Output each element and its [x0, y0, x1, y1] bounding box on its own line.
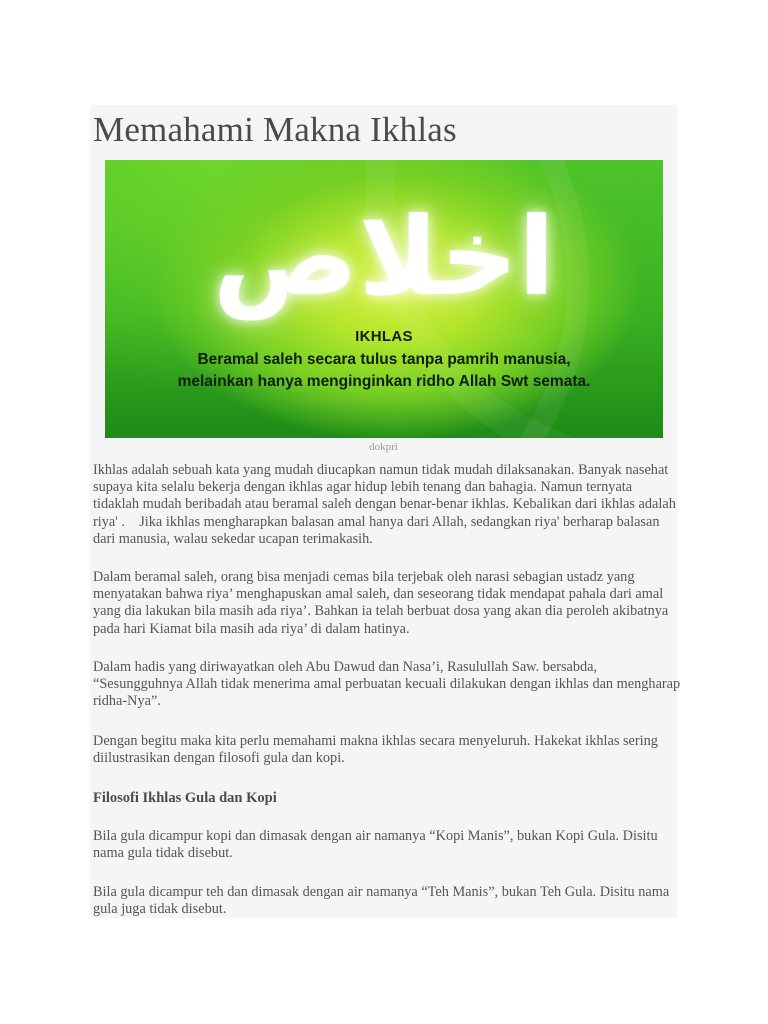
image-heading: IKHLAS — [355, 328, 413, 345]
paragraph: Dengan begitu maka kita perlu memahami makna ikhlas secara menyeluruh. Hakekat ikhlas sering diilustrasikan dengan filosofi gula dan kopi. — [93, 733, 658, 767]
section-subheading: Filosofi Ikhlas Gula dan Kopi — [93, 790, 277, 806]
image-caption-line-2: melainkan hanya menginginkan ridho Allah Swt semata. — [177, 373, 591, 390]
article-image — [105, 160, 663, 438]
image-credit: dokpri — [369, 441, 398, 453]
paragraph: Bila gula dicampur kopi dan dimasak dengan air namanya “Kopi Manis”, bukan Kopi Gula. Disitu nama gula tidak disebut. — [93, 828, 658, 862]
paragraph: Dalam hadis yang diriwayatkan oleh Abu Dawud dan Nasa’i, Rasulullah Saw. bersabda, “Sesungguhnya Allah tidak menerima amal perbuatan kecuali dilakukan dengan ikhlas dan mengharap ridha-Nya”. — [93, 659, 681, 710]
paragraph: Ikhlas adalah sebuah kata yang mudah diucapkan namun tidak mudah dilaksanakan. Banyak nasehat supaya kita selalu bekerja dengan ikhlas agar hidup lebih tenang dan bahagia. Namun ternyata tidaklah mudah beribadah atau beramal saleh dengan benar-benar ikhlas. Kebalikan dari ikhlas adalah riya' . Jika ikhlas mengharapkan balasan amal hanya dari Allah, sedangkan riya' berharap balasan dari manusia, walau sekedar ucapan terimakasih. — [93, 462, 676, 547]
image-caption-line-1: Beramal saleh secara tulus tanpa pamrih manusia, — [197, 351, 571, 368]
article-title: Memahami Makna Ikhlas — [93, 110, 457, 149]
paragraph: Dalam beramal saleh, orang bisa menjadi cemas bila terjebak oleh narasi sebagian ustadz yang menyatakan bahwa riya’ menghapuskan amal saleh, dan seseorang tidak mendapat pahala dari amal yang dia lakukan bila masih ada riya’. Bahkan ia telah berbuat dosa yang akan dia peroleh akibatnya pada hari Kiamat bila masih ada riya’ di dalam hatinya. — [93, 569, 669, 637]
paragraph: Bila gula dicampur teh dan dimasak dengan air namanya “Teh Manis”, bukan Teh Gula. Disitu nama gula juga tidak disebut. — [93, 884, 670, 918]
arabic-calligraphy: اخلاص — [212, 195, 556, 320]
